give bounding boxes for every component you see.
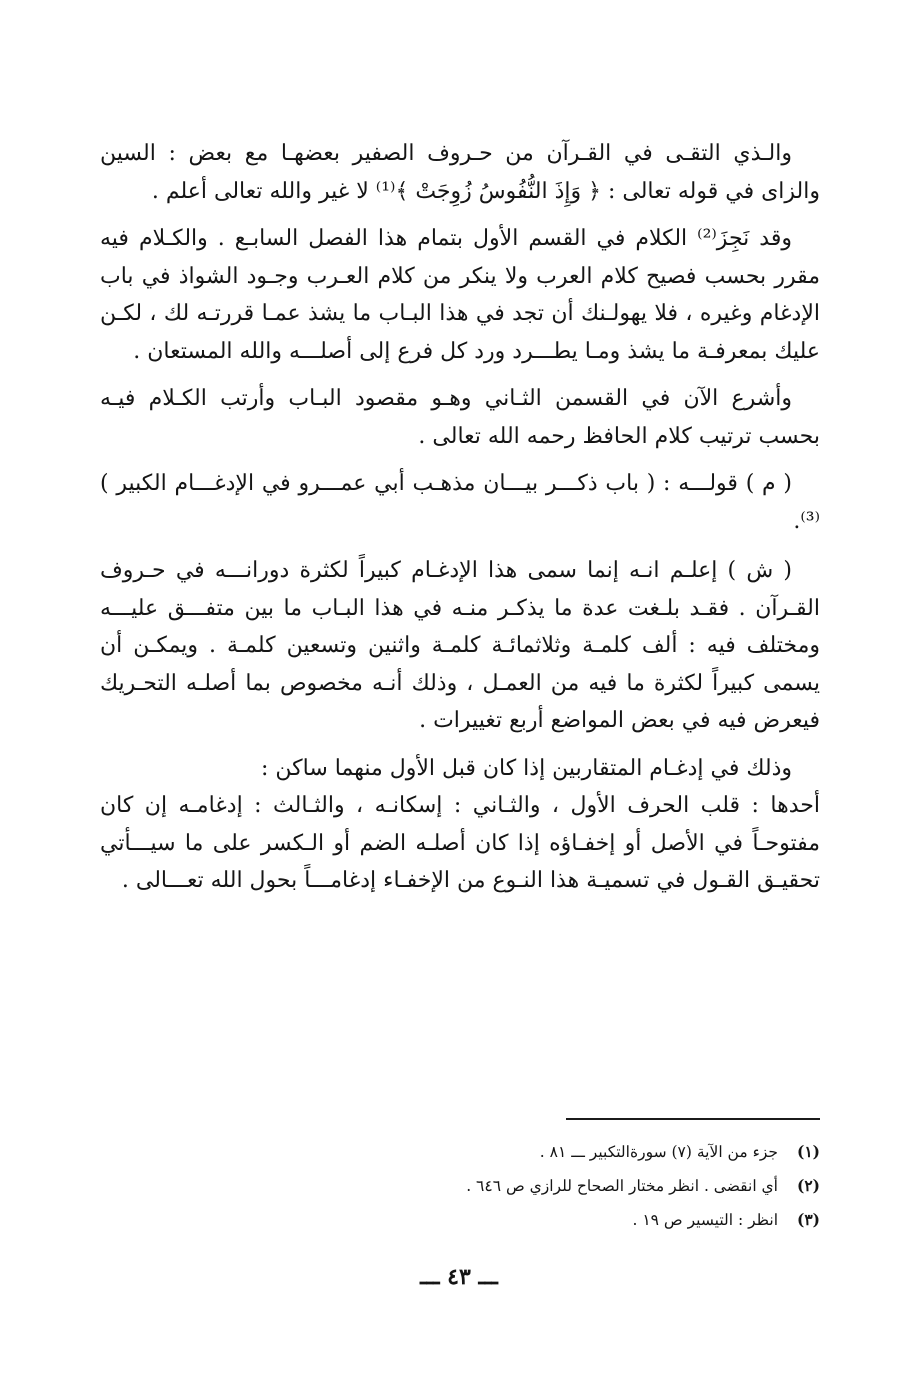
paragraph-section-end: وقد نَجِزَ⁽²⁾ الكلام في القسم الأول بتمام هذا الفصل السابـع . والكـلام فيه مقرر بحسب فصيح كلام العرب ولا ينكر من كلام العـرب وجـود الشواذ في باب الإدغام وغيره ، فلا يهولـنك أن تجد في هذا البـاب ما يشذ عمـا قررتـه لك ، لكـن عليك بمعرفـة ما يشذ ومـا يطـــرد ورد كل فرع إلى أصلـــه والله المستعان .	[100, 226, 820, 364]
footnote-divider	[566, 1118, 820, 1120]
footnote-number: (٢)	[796, 1176, 820, 1195]
footnote-item	[300, 1142, 820, 1162]
paragraph-sibilant-letters: والـذي التقـى في القـرآن من حـروف الصفير بعضهـا مع بعض : السين والزاى في قوله تعالى : ﴿ وَإِذَ النُّفُوسُ زُوِجَتْ ﴾⁽¹⁾ لا غير والله تعالى أعلم .	[100, 141, 820, 204]
footnote-text: أي انقضى . انظر مختار الصحاح للرازي ص ٦٤٦ .	[466, 1177, 778, 1195]
footnote-item	[300, 1176, 820, 1196]
paragraph-four-changes: أحدها : قلب الحرف الأول ، والثـاني : إسكانـه ، والثـالث : إدغامـه إن كان مفتوحـاً في الأصل أو إخفـاؤه إذا كان أصلـه الضم أو الـكسر على ما سيـــأتي تحقيـق القـول في تسميـة هذا النـوع من الإخفـاء إدغامـــاً بحول الله تعـــالى .	[100, 793, 820, 893]
footnote-number: (١)	[796, 1142, 820, 1161]
paragraph-sharh-explanation: ( ش ) إعلـم انـه إنما سمى هذا الإدغـام كبيراً لكثرة دورانـــه في حـروف القـرآن . فقـد بلـغت عدة ما يذكـر منـه في هذا البـاب ما بين متفـــق عليـــه ومختلف فيه : ألف كلمـة وثلاثمائـة كلمـة واثنين وتسعين كلمـة . ويمكـن أن يسمى كبيراً لكثرة ما فيه من العمـل ، وذلك أنـه مخصوص بما أصلـه التحـريك فيعرض فيه في بعض المواضع أربع تغييرات .	[100, 558, 820, 733]
footnote-item	[300, 1210, 820, 1230]
footnote-number: (٣)	[796, 1210, 820, 1229]
footnotes	[300, 1142, 820, 1244]
main-text	[100, 135, 820, 900]
paragraph-matn-quote: ( م ) قولـــه : ( باب ذكـــر بيـــان مذهـب أبي عمـــرو في الإدغـــام الكبير )⁽³⁾.	[100, 471, 820, 534]
paragraph-close-letters: وذلك في إدغـام المتقاربين إذا كان قبل الأول منهما ساكن :	[261, 755, 792, 781]
footnote-text: جزء من الآية (٧) سورةالتكبير ـــ ٨١ .	[539, 1143, 778, 1161]
paragraph-second-part: وأشرع الآن في القسمن الثـاني وهـو مقصود البـاب وأرتب الكـلام فيـه بحسب ترتيب كلام الحافظ رحمه الله تعالى .	[100, 386, 820, 449]
page-number: ـــ ٤٣ ـــ	[420, 1264, 498, 1290]
footnote-text: انظر : التيسير ص ١٩ .	[632, 1211, 778, 1229]
